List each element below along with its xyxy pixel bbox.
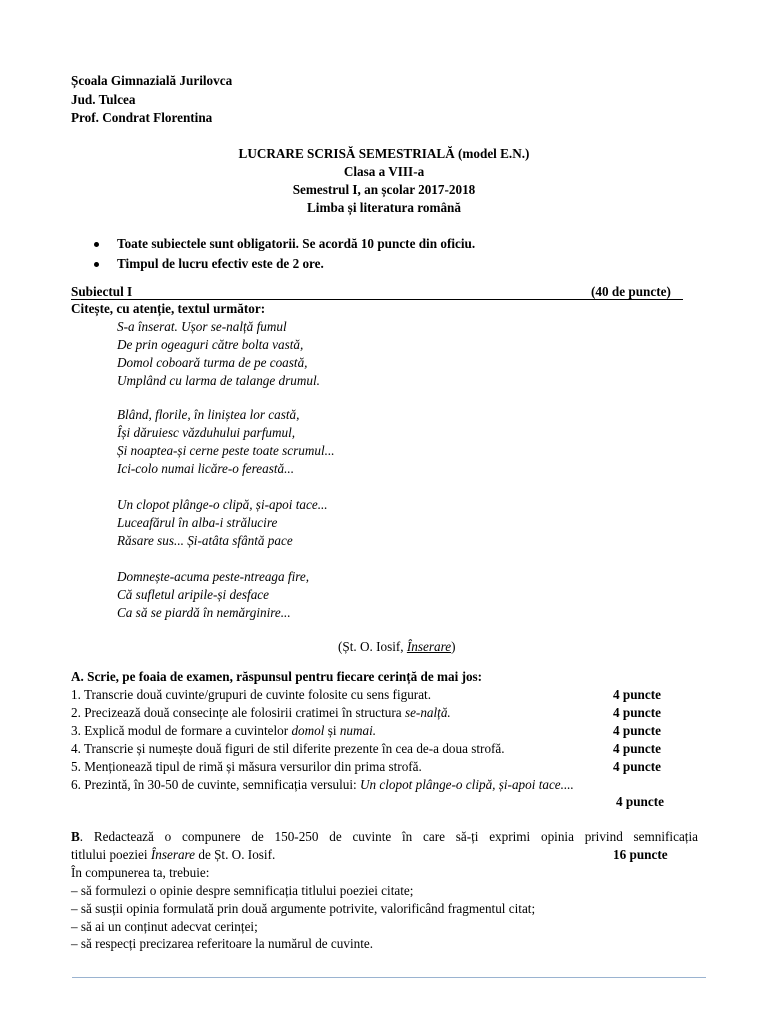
part-b-statement [71, 828, 698, 846]
footer-divider [72, 977, 706, 978]
part-b-text: . Redactează o compunere de 150-250 de cuvinte în care să-ți exprimi opinia privind semnificația [79, 829, 698, 844]
part-b-text: de Șt. O. Iosif. [195, 847, 276, 862]
poem-line: Și noaptea-și cerne peste toate scrumul... [117, 443, 335, 458]
poem-source [338, 638, 455, 656]
poem-line: Ca să se piardă în nemărginire... [117, 605, 291, 620]
reading-instruction: Citește, cu atenție, textul următor: [71, 301, 266, 316]
requirement-item: – să susții opinia formulată prin două argumente potrivite, valorificând fragmentul citat; [71, 901, 536, 916]
task-item: 5. Menționează tipul de rimă și măsura versurilor din prima strofă. [71, 759, 422, 774]
school-name: Școala Gimnazială Jurilovca [71, 73, 233, 88]
exam-semester: Semestrul I, an școlar 2017-2018 [292, 182, 476, 197]
poem-line: Răsare sus... Și-atâta sfântă pace [117, 533, 293, 548]
task-item: 1. Transcrie două cuvinte/grupuri de cuvinte folosite cu sens figurat. [71, 687, 432, 702]
poem-line: Domol coboară turma de pe coastă, [117, 355, 308, 370]
requirement-item: – să ai un conținut adecvat cerinței; [71, 919, 258, 934]
source-title: Înserare [406, 639, 452, 654]
rule-item: Timpul de lucru efectiv este de 2 ore. [117, 256, 324, 271]
poem-line: Un clopot plânge-o clipă, și-apoi tace... [117, 497, 328, 512]
task-text: 3. Explică modul de formare a cuvintelor [71, 723, 292, 738]
poem-line: De prin ogeaguri către bolta vastă, [117, 337, 304, 352]
requirement-item: – să respecți precizarea referitoare la numărul de cuvinte. [71, 936, 374, 951]
task-points: 4 puncte [613, 723, 661, 738]
exam-title: LUCRARE SCRISĂ SEMESTRIALĂ (model E.N.) [238, 146, 530, 161]
county-name: Jud. Tulcea [71, 92, 136, 107]
part-b-letter: B [71, 829, 80, 844]
bullet-icon [94, 242, 99, 247]
bullet-icon [94, 262, 99, 267]
part-b-text: titlului poeziei [71, 847, 151, 862]
part-b-poem-title: Înserare [150, 847, 196, 862]
poem-line: Își dăruiesc văzduhului parfumul, [117, 425, 296, 440]
task-item [71, 722, 376, 740]
task-points: 4 puncte [613, 759, 661, 774]
poem-line: S-a înserat. Ușor se-nalță fumul [117, 319, 287, 334]
poem-line: Ici-colo numai licăre-o fereastă... [117, 461, 295, 476]
poem-line: Luceafărul în alba-i strălucire [117, 515, 278, 530]
task-item [71, 776, 574, 794]
source-close: ) [451, 639, 456, 654]
poem-line: Blând, florile, în liniștea lor castă, [117, 407, 300, 422]
task-points: 4 puncte [613, 741, 661, 756]
poem-line: Umplând cu larma de talange drumul. [117, 373, 320, 388]
rule-item: Toate subiectele sunt obligatorii. Se acordă 10 puncte din oficiu. [117, 236, 476, 251]
source-author: (Șt. O. Iosif, [338, 639, 407, 654]
task-italic: numai. [339, 723, 377, 738]
task-italic: Un clopot plânge-o clipă, și-apoi tace.... [359, 777, 574, 792]
poem-line: Domnește-acuma peste-ntreaga fire, [117, 569, 310, 584]
poem-line: Că sufletul aripile-și desface [117, 587, 270, 602]
task-points: 4 puncte [613, 687, 661, 702]
task-item: 4. Transcrie și numește două figuri de stil diferite prezente în cea de-a doua strofă. [71, 741, 505, 756]
subject-points: (40 de puncte) [591, 284, 671, 299]
subject-name: Subiectul I [71, 284, 133, 299]
task-italic: se-nalță. [404, 705, 451, 720]
task-item [71, 704, 451, 722]
task-italic: domol [291, 723, 325, 738]
task-text: 2. Precizează două consecințe ale folosirii cratimei în structura [71, 705, 405, 720]
part-b-title-line [71, 846, 275, 864]
exam-class: Clasa a VIII-a [343, 164, 425, 179]
exam-subject: Limba și literatura română [307, 200, 461, 215]
requirements-intro: În compunerea ta, trebuie: [71, 865, 210, 880]
requirement-item: – să formulezi o opinie despre semnificația titlului poeziei citate; [71, 883, 414, 898]
task-points: 4 puncte [613, 705, 661, 720]
task-text: și [324, 723, 340, 738]
teacher-name: Prof. Condrat Florentina [71, 110, 213, 125]
part-a-heading: A. Scrie, pe foaia de examen, răspunsul pentru fiecare cerință de mai jos: [71, 669, 483, 684]
task-points: 4 puncte [616, 794, 664, 809]
task-text: 6. Prezintă, în 30-50 de cuvinte, semnificația versului: [71, 777, 360, 792]
part-b-points: 16 puncte [613, 847, 668, 862]
